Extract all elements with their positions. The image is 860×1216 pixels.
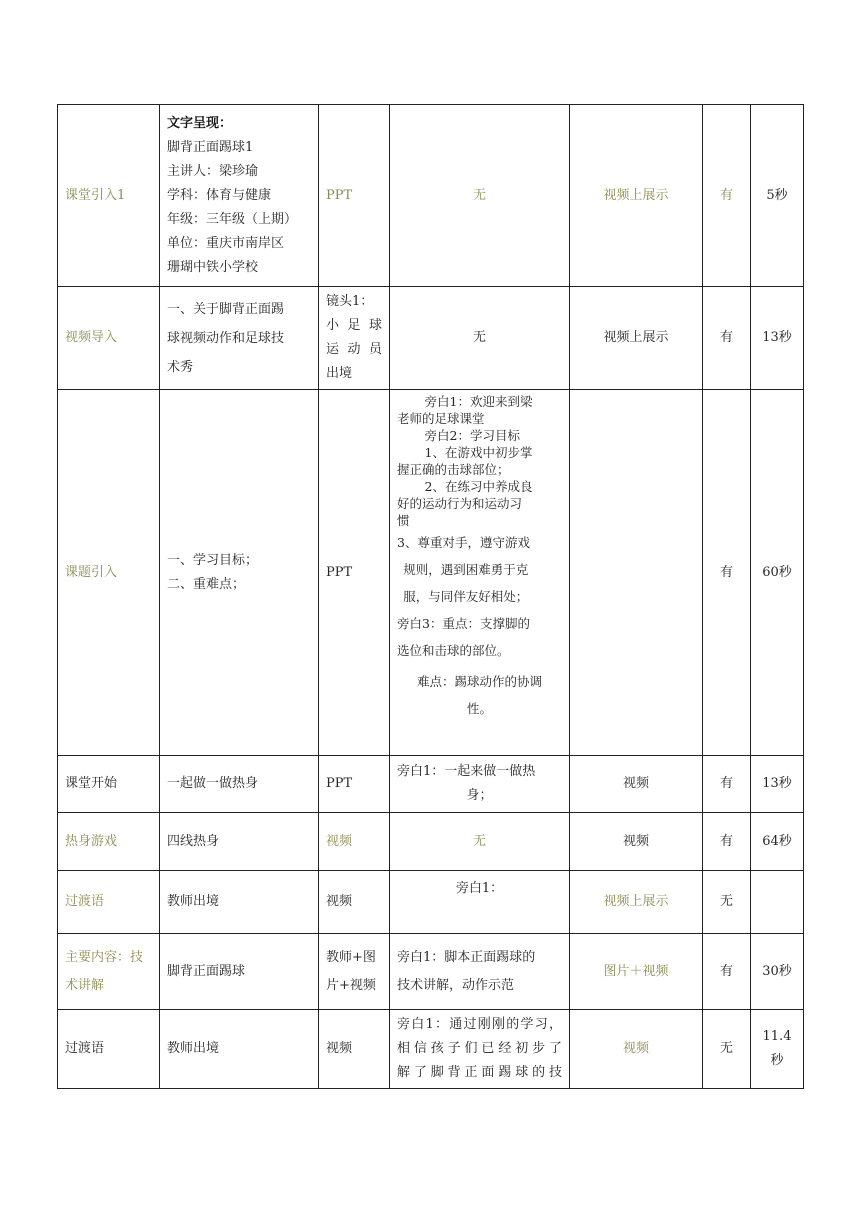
narration-line: 性。 [466,701,492,716]
narration-line: 旁白1：一起来做一做热 [397,764,536,779]
shot-line: 片+视频 [326,977,376,993]
stage-cell: 课堂引入1 [58,105,160,287]
form-cell: 视频上展示 [570,287,703,390]
narration-cell: 无 [390,813,570,871]
audio-cell: 有 [703,287,751,390]
content-line: 二、重难点； [167,576,246,592]
audio-cell: 无 [703,871,751,934]
stage-cell: 过渡语 [58,871,160,934]
duration-cell: 60秒 [751,390,804,756]
content-line: 单位：重庆市南岸区 [167,235,285,251]
form-cell [570,390,703,756]
content-cell [160,105,319,287]
content-cell: 教师出境 [160,871,319,934]
stage-line: 主要内容：技 [65,949,144,965]
lesson-script-table [57,104,804,1089]
narration-line: 旁白3：重点：支撑脚的 [397,616,530,631]
content-line: 年级：三年级（上期） [167,211,298,227]
shot-line: 镜头1： [326,294,374,309]
audio-cell: 有 [703,756,751,813]
content-cell [160,390,319,756]
content-line: 一、关于脚背正面踢 [167,301,285,317]
shot-cell: PPT [319,390,390,756]
shot-cell: 视频 [319,1010,390,1089]
table-row [58,756,804,813]
narration-line: 身； [466,788,493,803]
shot-cell [319,934,390,1010]
content-line: 一、学习目标； [167,552,259,568]
narration-line: 技术讲解，动作示范 [397,977,515,993]
narration-line: 规则，遇到困难勇于克 [403,562,529,577]
table-row [58,390,804,756]
table-row [58,813,804,871]
narration-cell [390,1010,570,1089]
form-cell: 视频 [570,813,703,871]
narration-cell: 无 [390,287,570,390]
table-row [58,287,804,390]
narration-line: 好的运动行为和运动习 [397,496,523,511]
stage-cell: 课题引入 [58,390,160,756]
audio-cell: 有 [703,105,751,287]
table-row [58,1010,804,1089]
content-line: 主讲人：梁珍瑜 [167,163,259,179]
duration-cell: 13秒 [751,756,804,813]
narration-line: 3、尊重对手，遵守游戏 [397,535,530,550]
form-cell: 视频 [570,756,703,813]
narration-line: 难点：踢球动作的协调 [416,674,542,689]
duration-cell: 13秒 [751,287,804,390]
table-row [58,871,804,934]
narration-line: 选位和击球的部位。 [397,643,510,658]
duration-cell: 5秒 [751,105,804,287]
stage-cell: 课堂开始 [58,756,160,813]
content-line: 珊瑚中铁小学校 [167,259,259,275]
narration-cell: 旁白1： [390,871,570,934]
duration-cell: 30秒 [751,934,804,1010]
shot-line: 教师+图 [326,949,376,965]
narration-line: 旁白1：通过刚刚的学习， [397,1017,562,1032]
content-line: 球视频动作和足球技 [167,330,285,346]
audio-cell: 无 [703,1010,751,1089]
narration-cell: 无 [390,105,570,287]
duration-line: 11.4 [762,1029,792,1044]
narration-cell [390,756,570,813]
table-row [58,105,804,287]
form-cell: 图片＋视频 [570,934,703,1010]
narration-line: 2、在练习中养成良 [424,479,533,494]
narration-line: 1、在游戏中初步掌 [424,445,533,460]
stage-cell: 视频导入 [58,287,160,390]
shot-cell: 视频 [319,813,390,871]
duration-cell [751,871,804,934]
content-cell: 教师出境 [160,1010,319,1089]
narration-line: 解了脚背正面踢球的技 [397,1065,562,1080]
shot-line: 小足球 [326,318,382,333]
content-line: 脚背正面踢球1 [167,139,254,155]
shot-line: 运动员 [326,342,382,357]
narration-line: 旁白1：脚本正面踢球的 [397,949,536,965]
form-cell: 视频上展示 [570,871,703,934]
narration-line: 握正确的击球部位； [397,462,510,477]
narration-line: 服，与同伴友好相处； [403,589,529,604]
audio-cell: 有 [703,934,751,1010]
content-line: 学科：体育与健康 [167,187,272,203]
shot-cell: PPT [319,105,390,287]
narration-line: 旁白2：学习目标 [424,428,520,443]
stage-cell [58,934,160,1010]
narration-line: 相信孩子们已经初步了 [397,1041,562,1056]
audio-cell: 有 [703,813,751,871]
shot-line: 出境 [326,366,353,381]
audio-cell: 有 [703,390,751,756]
narration-cell [390,934,570,1010]
content-cell [160,287,319,390]
content-cell: 脚背正面踢球 [160,934,319,1010]
form-cell: 视频 [570,1010,703,1089]
shot-cell [319,287,390,390]
narration-line: 旁白1：欢迎来到梁 [424,394,533,409]
stage-cell: 过渡语 [58,1010,160,1089]
narration-line: 惯 [397,513,410,528]
stage-line: 术讲解 [65,977,105,993]
duration-cell: 64秒 [751,813,804,871]
shot-cell: 视频 [319,871,390,934]
content-cell: 一起做一做热身 [160,756,319,813]
table-row [58,934,804,1010]
shot-cell: PPT [319,756,390,813]
content-cell: 四线热身 [160,813,319,871]
duration-cell [751,1010,804,1089]
narration-line: 老师的足球课堂 [397,411,485,426]
stage-cell: 热身游戏 [58,813,160,871]
content-line: 术秀 [167,359,194,375]
form-cell: 视频上展示 [570,105,703,287]
narration-cell [390,390,570,756]
content-title: 文字呈现： [167,115,233,131]
duration-line: 秒 [770,1053,784,1068]
